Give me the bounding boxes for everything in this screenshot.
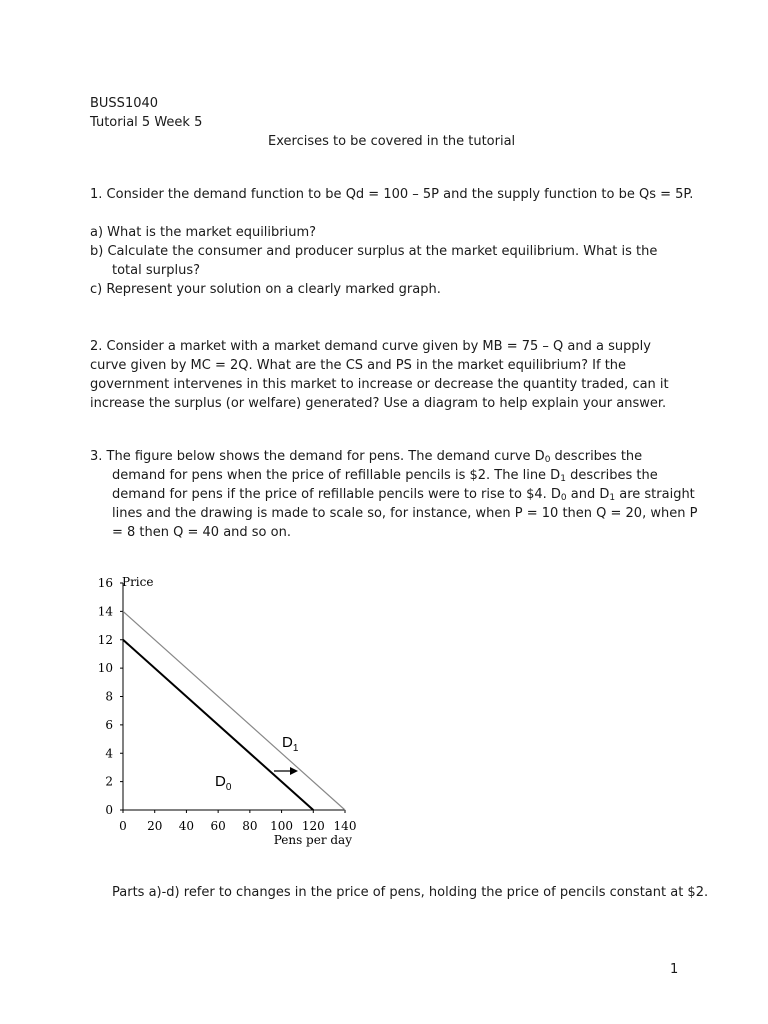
y-tick-label: 4: [105, 746, 113, 761]
document-title: Exercises to be covered in the tutorial: [268, 134, 516, 149]
x-tick-label: 0: [119, 819, 127, 833]
x-tick-label: 80: [242, 819, 258, 833]
series-label-d0: $D_0$: [215, 773, 232, 793]
q1-part-b: b) Calculate the consumer and producer surplus at the market equilibrium. What is the total surplus?: [90, 244, 658, 278]
y-tick-label: 12: [97, 632, 113, 647]
x-tick-label: 140: [333, 819, 357, 833]
x-tick-label: 20: [147, 819, 163, 833]
x-tick-label: 120: [301, 819, 325, 833]
x-tick-label: 60: [210, 819, 226, 833]
q1-part-c: c) Represent your solution on a clearly marked graph.: [90, 282, 441, 297]
shift-arrow-head: [290, 767, 298, 775]
y-tick-label: 8: [105, 689, 113, 704]
y-tick-label: 2: [105, 774, 113, 789]
x-tick-label: 40: [178, 819, 195, 833]
series-label-d1: $D_1$: [282, 734, 299, 754]
question-1: [90, 185, 694, 299]
x-tick-label: 100: [270, 819, 294, 833]
q1-part-a: a) What is the market equilibrium?: [90, 225, 317, 240]
y-tick-label: 6: [105, 717, 113, 732]
x-axis-label: Pens per day: [273, 833, 352, 847]
page-number: 1: [670, 962, 679, 977]
tutorial-week: Tutorial 5 Week 5: [90, 115, 203, 130]
y-axis-label: Price: [122, 575, 154, 589]
series-line-d1: [123, 611, 345, 810]
y-tick-label: 10: [97, 661, 113, 676]
y-tick-label: 16: [97, 576, 113, 590]
footer-note: Parts a)-d) refer to changes in the price of pens, holding the price of pencils constant at $2.: [112, 885, 709, 900]
y-tick-label: 14: [97, 604, 113, 619]
q1-stem: 1. Consider the demand function to be Qd = 100 – 5P and the supply function to be Qs = 5P.: [90, 187, 694, 202]
y-tick-label: 0: [105, 803, 113, 817]
question-3: 3. The figure below shows the demand for pens. The demand curve $D_0$ describes the demand for pens when the price of refillable pencils is $2. The line $D_1$ describes the demand for pens if the price of refillable pencils were to rise to $4. $D_0$ and $D_1$ are straight lines and the drawing is made to scale so, for instance, when P = 10 then Q = 20, when P = 8 then Q = 40 and so on.: [90, 449, 698, 540]
question-2: 2. Consider a market with a market demand curve given by MB = 75 – Q and a supply curve given by MC = 2Q. What are the CS and PS in the market equilibrium? If the government intervenes in this market to increase or decrease the quantity traded, can it increase the surplus (or welfare) generated? Use a diagram to help explain your answer.: [90, 339, 669, 411]
demand-chart: [88, 560, 378, 860]
course-code: BUSS1040: [90, 96, 159, 111]
